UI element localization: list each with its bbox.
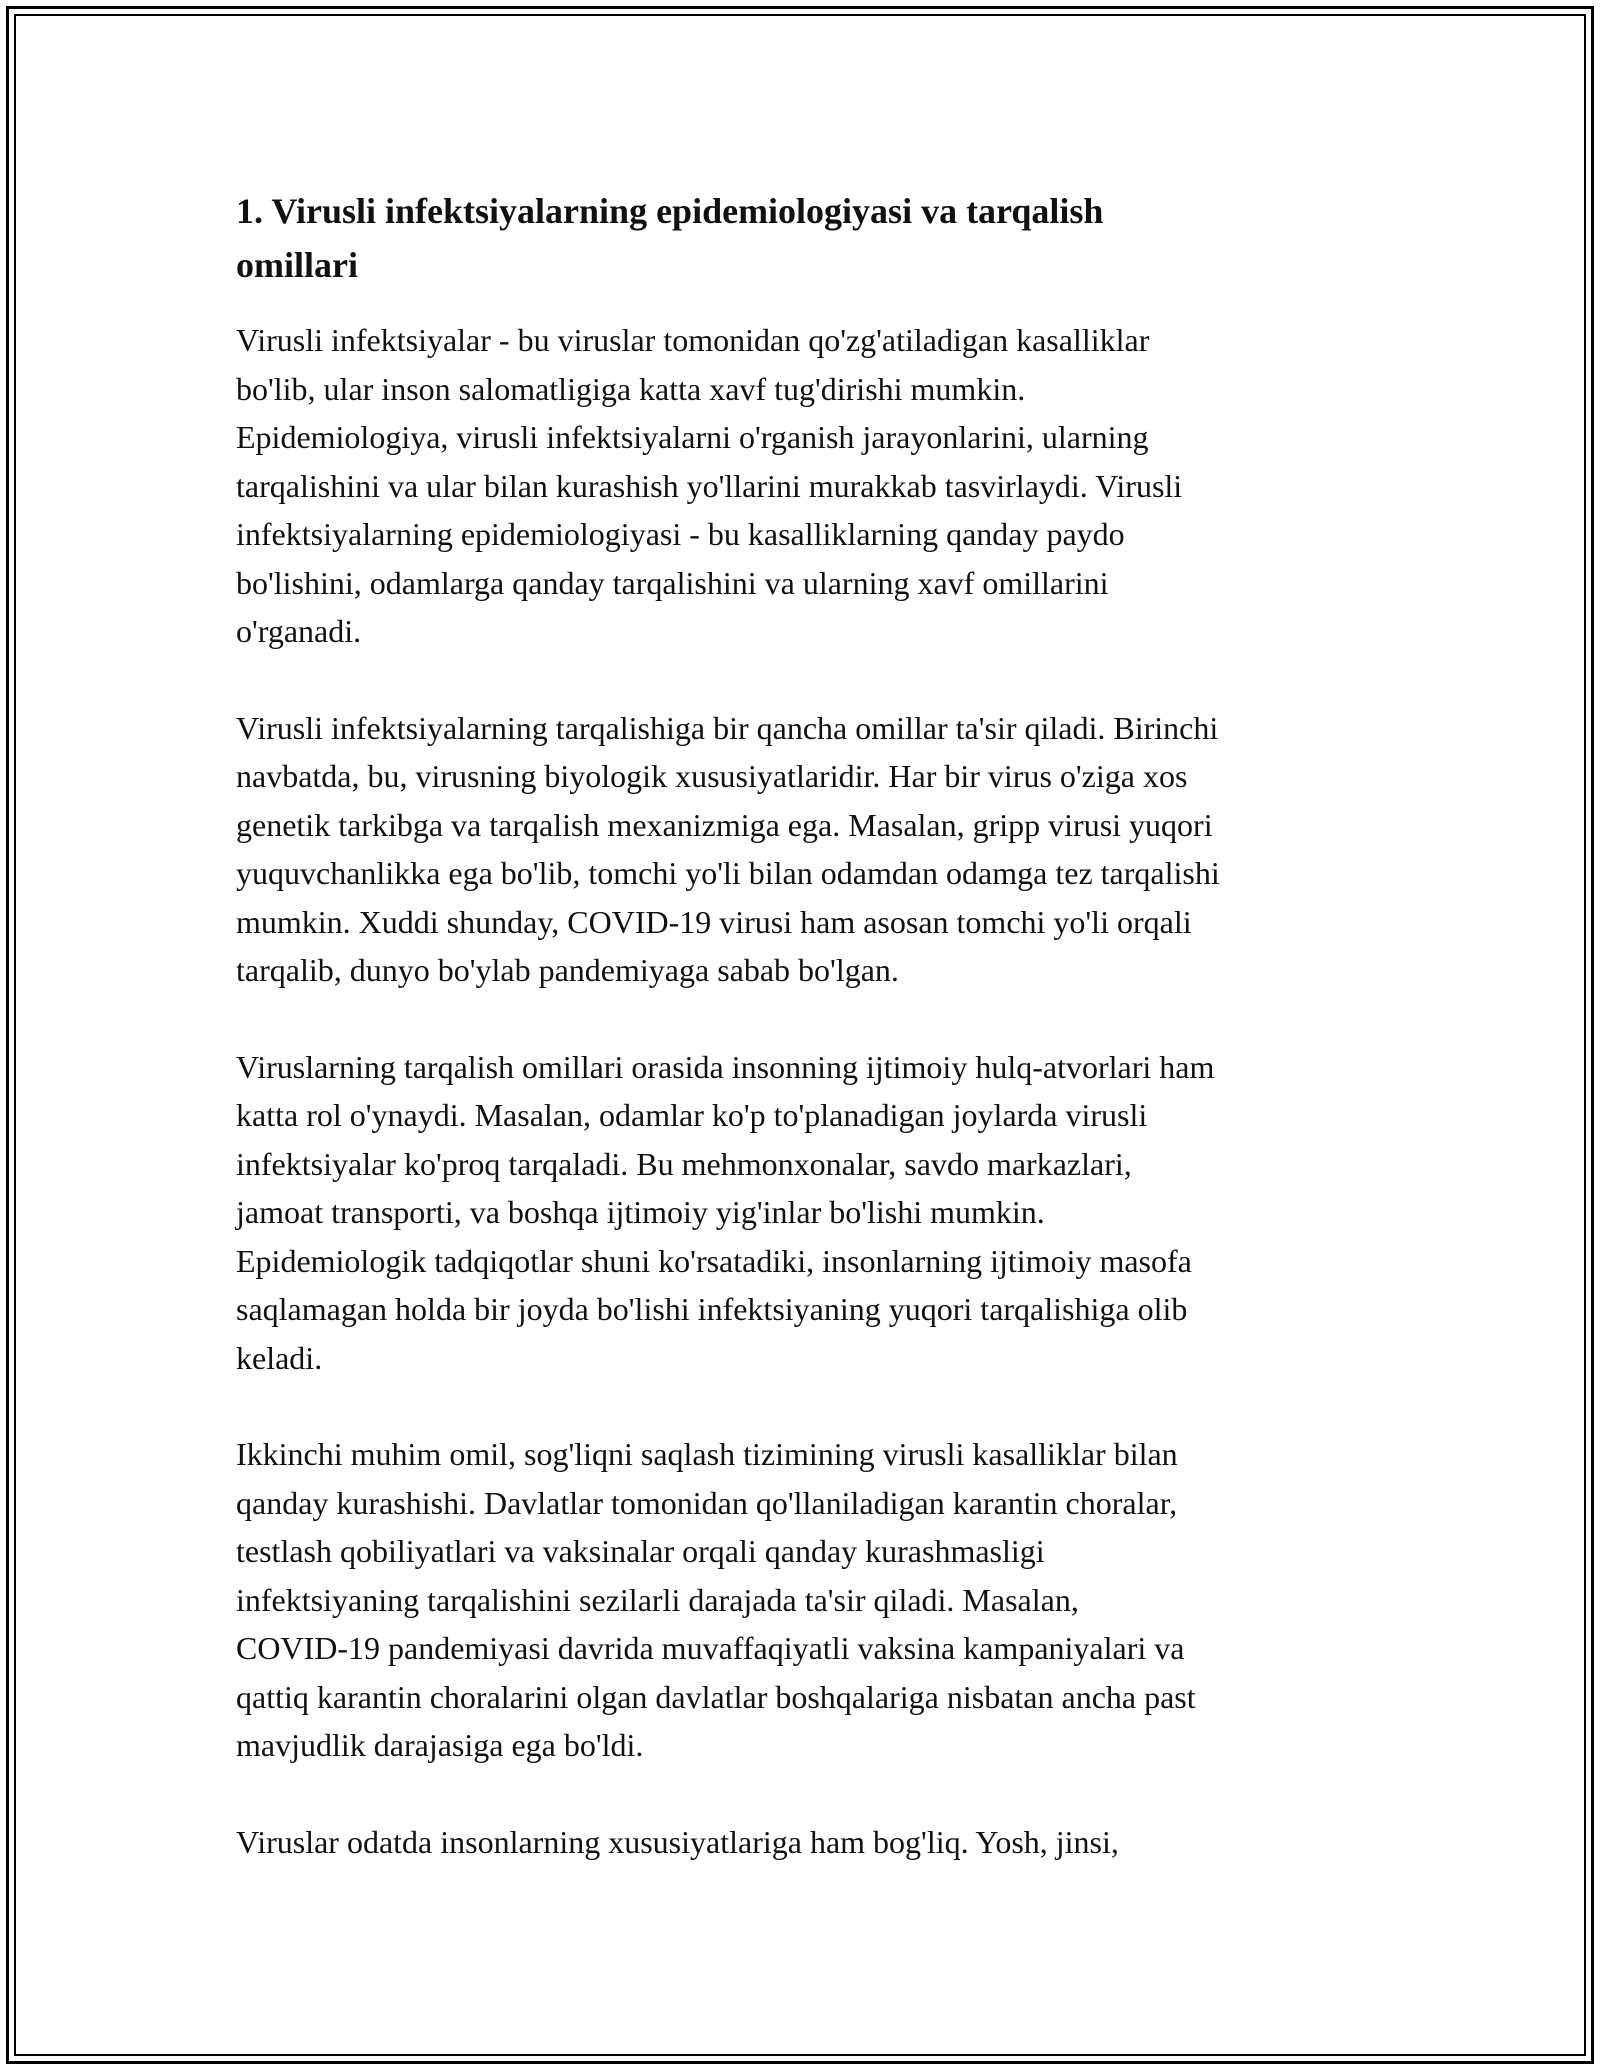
- text-line: tarqalishini va ular bilan kurashish yo'llarini murakkab tasvirlaydi. Virusli: [236, 467, 1183, 504]
- text-line: yuquvchanlikka ega bo'lib, tomchi yo'li bilan odamdan odamga tez tarqalishi: [236, 855, 1220, 891]
- text-line: Viruslar odatda insonlarning xususiyatlariga ham bog'liq. Yosh, jinsi,: [236, 1823, 1119, 1860]
- section-title-line: 1. Virusli infektsiyalarning epidemiologiyasi va tarqalish: [236, 191, 1104, 231]
- section-title: [236, 184, 1376, 292]
- text-line: keladi.: [236, 1339, 323, 1376]
- text-line: mavjudlik darajasiga ega bo'ldi.: [236, 1727, 644, 1763]
- text-line: Virusli infektsiyalarning tarqalishiga bir qancha omillar ta'sir qiladi. Birinchi: [236, 709, 1219, 746]
- text-line: navbatda, bu, virusning biyologik xususiyatlaridir. Har bir virus o'ziga xos: [236, 758, 1188, 794]
- text-line: testlash qobiliyatlari va vaksinalar orqali qanday kurashmasligi: [236, 1533, 1045, 1569]
- text-line: infektsiyalar ko'proq tarqaladi. Bu mehmonxonalar, savdo markazlari,: [236, 1145, 1132, 1182]
- text-line: bo'lib, ular inson salomatligiga katta xavf tug'dirishi mumkin.: [236, 370, 1026, 407]
- text-line: Virusli infektsiyalar - bu viruslar tomonidan qo'zg'atiladigan kasalliklar: [236, 322, 1150, 358]
- text-line: katta rol o'ynaydi. Masalan, odamlar ko'p to'planadigan joylarda virusli: [236, 1097, 1148, 1133]
- text-line: COVID-19 pandemiyasi davrida muvaffaqiyatli vaksina kampaniyalari va: [236, 1630, 1185, 1666]
- paragraph: [236, 316, 1376, 656]
- text-line: mumkin. Xuddi shunday, COVID-19 virusi ham asosan tomchi yo'li orqali: [236, 903, 1192, 940]
- text-line: qanday kurashishi. Davlatlar tomonidan qo'llaniladigan karantin choralar,: [236, 1484, 1178, 1521]
- paragraph: [236, 704, 1376, 995]
- text-line: Viruslarning tarqalish omillari orasida insonning ijtimoiy hulq-atvorlari ham: [236, 1048, 1215, 1085]
- text-line: jamoat transporti, va boshqa ijtimoiy yig'inlar bo'lishi mumkin.: [236, 1194, 1045, 1230]
- text-line: qattiq karantin choralarini olgan davlatlar boshqalariga nisbatan ancha past: [236, 1678, 1196, 1715]
- text-line: infektsiyalarning epidemiologiyasi - bu kasalliklarning qanday paydo: [236, 516, 1125, 552]
- text-line: saqlamagan holda bir joyda bo'lishi infektsiyaning yuqori tarqalishiga olib: [236, 1291, 1188, 1327]
- text-line: Epidemiologiya, virusli infektsiyalarni o'rganish jarayonlarini, ularning: [236, 419, 1149, 455]
- text-line: bo'lishini, odamlarga qanday tarqalishini va ularning xavf omillarini: [236, 564, 1109, 601]
- text-line: infektsiyaning tarqalishini sezilarli darajada ta'sir qiladi. Masalan,: [236, 1581, 1079, 1618]
- paragraph: [236, 1430, 1376, 1770]
- text-line: Epidemiologik tadqiqotlar shuni ko'rsatadiki, insonlarning ijtimoiy masofa: [236, 1242, 1192, 1279]
- text-line: genetik tarkibga va tarqalish mexanizmiga ega. Masalan, gripp virusi yuqori: [236, 806, 1213, 843]
- text-line: tarqalib, dunyo bo'ylab pandemiyaga sabab bo'lgan.: [236, 952, 899, 988]
- section-title-line: omillari: [236, 245, 358, 285]
- document-content: [236, 184, 1376, 1914]
- text-line: Ikkinchi muhim omil, sog'liqni saqlash tizimining virusli kasalliklar bilan: [236, 1436, 1178, 1472]
- text-line: o'rganadi.: [236, 613, 362, 649]
- paragraph: [236, 1818, 1376, 1867]
- paragraph: [236, 1043, 1376, 1383]
